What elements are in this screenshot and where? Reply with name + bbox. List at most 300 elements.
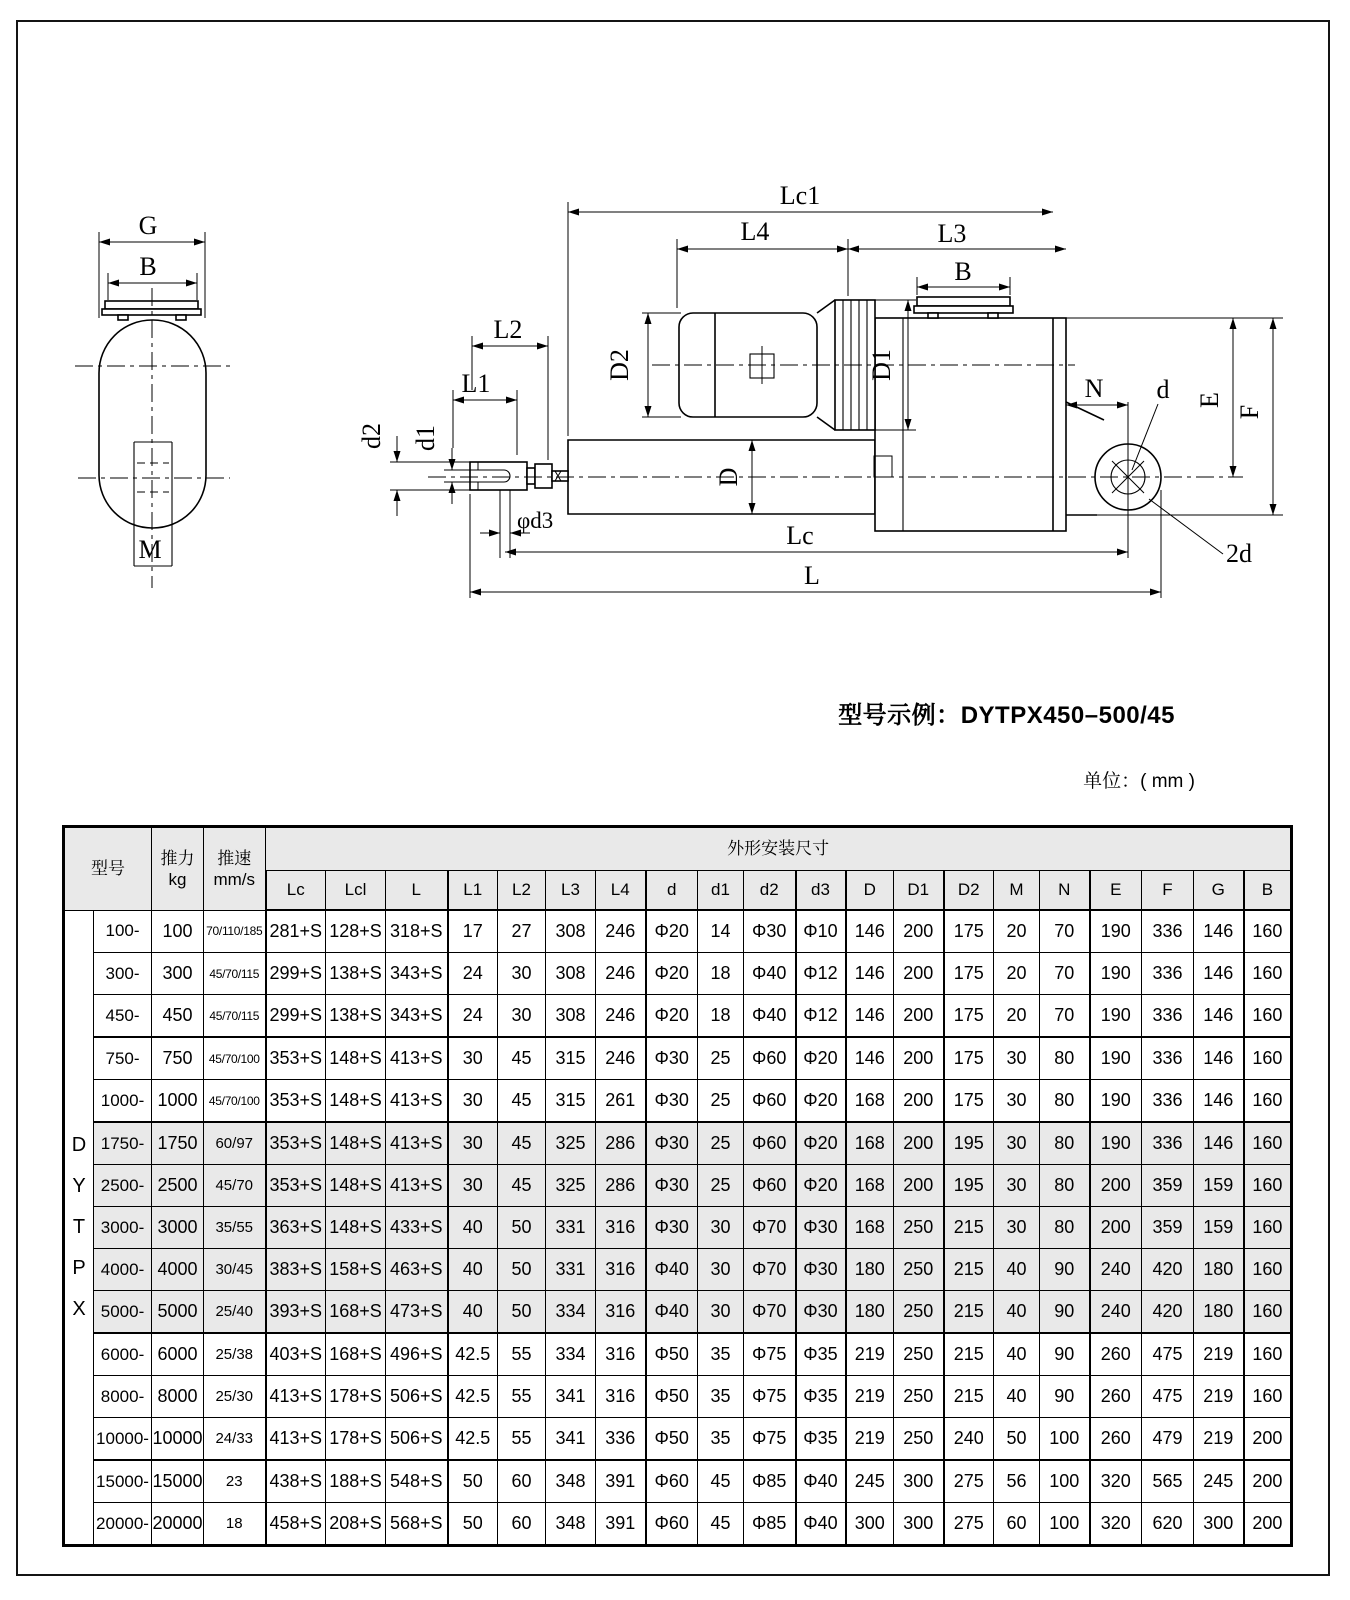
dim-cell-D2: 175	[944, 1037, 994, 1080]
dim-cell-Lcl: 168+S	[326, 1333, 386, 1376]
dim-cell-D1: 200	[894, 910, 944, 953]
dim-cell-D: 219	[846, 1418, 894, 1461]
dim-cell-Lcl: 148+S	[326, 1165, 386, 1207]
dim-cell-d1: 25	[698, 1037, 744, 1080]
dim-cell-M: 20	[994, 995, 1040, 1038]
dim-cell-B: 200	[1244, 1460, 1292, 1503]
thrust-cell: 4000	[152, 1249, 204, 1291]
model-cell: 15000-	[94, 1460, 152, 1503]
thrust-cell: 300	[152, 953, 204, 995]
dim-cell-D1: 200	[894, 1080, 944, 1123]
dim-cell-B: 160	[1244, 910, 1292, 953]
dim-cell-d: Φ30	[646, 1080, 698, 1123]
series-letter: T	[72, 1215, 86, 1238]
dim-cell-L4: 316	[596, 1249, 646, 1291]
dim-cell-L3: 308	[546, 953, 596, 995]
dim-cell-L: 343+S	[386, 995, 448, 1038]
dim-cell-d3: Φ10	[796, 910, 846, 953]
series-letter: Y	[72, 1174, 86, 1197]
dim-label-Lc: Lc	[786, 521, 814, 550]
dim-cell-D: 146	[846, 910, 894, 953]
dim-cell-D2: 215	[944, 1207, 994, 1249]
unit-label: 单位：	[1083, 771, 1141, 792]
dim-cell-F: 359	[1142, 1207, 1194, 1249]
speed-cell: 18	[204, 1503, 266, 1546]
dim-cell-E: 240	[1090, 1249, 1142, 1291]
dim-cell-L4: 316	[596, 1291, 646, 1334]
dim-cell-D1: 200	[894, 995, 944, 1038]
dim-cell-d: Φ30	[646, 1037, 698, 1080]
dim-cell-D: 146	[846, 1037, 894, 1080]
model-cell: 2500-	[94, 1165, 152, 1207]
dim-label-E: E	[1195, 392, 1224, 408]
col-header-speed	[204, 827, 266, 911]
top-plate-foot	[928, 313, 938, 318]
dim-cell-F: 336	[1142, 1037, 1194, 1080]
dim-cell-F: 336	[1142, 1122, 1194, 1165]
col-header-M: M	[994, 871, 1040, 911]
model-cell: 20000-	[94, 1503, 152, 1546]
dim-cell-L1: 24	[448, 995, 498, 1038]
dim-cell-d3: Φ30	[796, 1249, 846, 1291]
dim-cell-M: 20	[994, 910, 1040, 953]
table-row	[64, 953, 1292, 995]
dim-cell-d: Φ40	[646, 1249, 698, 1291]
gear-housing	[875, 318, 1066, 531]
dim-label-N: N	[1084, 374, 1104, 403]
dim-cell-B: 160	[1244, 1291, 1292, 1334]
dim-cell-Lc: 299+S	[266, 995, 326, 1038]
dim-cell-d: Φ30	[646, 1165, 698, 1207]
dim-cell-M: 30	[994, 1080, 1040, 1123]
dim-cell-L1: 50	[448, 1503, 498, 1546]
dim-cell-D: 300	[846, 1503, 894, 1546]
dim-cell-F: 475	[1142, 1376, 1194, 1418]
dim-cell-L: 568+S	[386, 1503, 448, 1546]
table-row	[64, 910, 1292, 953]
dim-cell-L2: 45	[498, 1037, 546, 1080]
dim-cell-B: 160	[1244, 1333, 1292, 1376]
dim-cell-L2: 50	[498, 1207, 546, 1249]
col-header-d2: d2	[744, 871, 796, 911]
dim-cell-M: 30	[994, 1122, 1040, 1165]
dim-label-G: G	[138, 211, 158, 240]
dim-cell-D1: 200	[894, 1165, 944, 1207]
dim-cell-d3: Φ12	[796, 995, 846, 1038]
dim-cell-d2: Φ85	[744, 1460, 796, 1503]
dim-cell-L4: 246	[596, 995, 646, 1038]
series-letters-cell	[64, 910, 94, 1546]
thrust-cell: 10000	[152, 1418, 204, 1461]
table-row	[64, 1291, 1292, 1334]
dim-cell-F: 420	[1142, 1249, 1194, 1291]
dim-cell-L4: 391	[596, 1503, 646, 1546]
dim-cell-G: 146	[1194, 1037, 1244, 1080]
dim-cell-L1: 30	[448, 1037, 498, 1080]
dim-cell-L2: 45	[498, 1080, 546, 1123]
thrust-cell: 450	[152, 995, 204, 1038]
dim-cell-G: 219	[1194, 1333, 1244, 1376]
dim-cell-Lc: 413+S	[266, 1376, 326, 1418]
table-row	[64, 1376, 1292, 1418]
dim-cell-L1: 30	[448, 1122, 498, 1165]
dim-cell-d3: Φ20	[796, 1165, 846, 1207]
dim-cell-G: 146	[1194, 953, 1244, 995]
col-header-Lc: Lc	[266, 871, 326, 911]
dim-cell-D2: 175	[944, 1080, 994, 1123]
dim-cell-d3: Φ40	[796, 1460, 846, 1503]
dim-cell-Lcl: 148+S	[326, 1207, 386, 1249]
dim-cell-B: 160	[1244, 1207, 1292, 1249]
dim-cell-L3: 325	[546, 1122, 596, 1165]
dim-label-B-end: B	[139, 252, 157, 281]
dim-cell-L2: 27	[498, 910, 546, 953]
dim-cell-Lcl: 148+S	[326, 1080, 386, 1123]
dim-cell-N: 90	[1040, 1376, 1090, 1418]
dim-cell-L3: 308	[546, 910, 596, 953]
col-header-d: d	[646, 871, 698, 911]
dim-cell-D2: 215	[944, 1376, 994, 1418]
dim-cell-L1: 50	[448, 1460, 498, 1503]
dim-cell-N: 100	[1040, 1460, 1090, 1503]
dim-cell-d3: Φ20	[796, 1080, 846, 1123]
model-cell: 300-	[94, 953, 152, 995]
dim-cell-d3: Φ12	[796, 953, 846, 995]
dim-cell-E: 200	[1090, 1165, 1142, 1207]
dim-cell-Lc: 353+S	[266, 1122, 326, 1165]
thrust-cell: 8000	[152, 1376, 204, 1418]
model-cell: 6000-	[94, 1333, 152, 1376]
end-view-plate-foot	[118, 315, 128, 320]
dim-cell-D: 180	[846, 1249, 894, 1291]
dim-cell-E: 260	[1090, 1376, 1142, 1418]
dim-cell-d: Φ30	[646, 1207, 698, 1249]
spec-table-container	[62, 825, 1293, 1547]
dim-cell-M: 40	[994, 1291, 1040, 1334]
dim-cell-L3: 334	[546, 1333, 596, 1376]
dim-cell-E: 190	[1090, 953, 1142, 995]
dim-cell-d3: Φ20	[796, 1037, 846, 1080]
dim-cell-L3: 348	[546, 1503, 596, 1546]
dim-cell-Lc: 281+S	[266, 910, 326, 953]
speed-cell: 24/33	[204, 1418, 266, 1461]
dim-cell-M: 30	[994, 1037, 1040, 1080]
dim-cell-Lc: 363+S	[266, 1207, 326, 1249]
dim-cell-M: 50	[994, 1418, 1040, 1461]
dim-cell-N: 80	[1040, 1080, 1090, 1123]
top-plate-base	[914, 306, 1013, 313]
col-header-L2: L2	[498, 871, 546, 911]
dim-cell-L: 506+S	[386, 1418, 448, 1461]
dim-cell-D2: 215	[944, 1333, 994, 1376]
dim-cell-N: 80	[1040, 1207, 1090, 1249]
dim-cell-F: 336	[1142, 910, 1194, 953]
dim-cell-d1: 14	[698, 910, 744, 953]
dim-cell-B: 160	[1244, 1037, 1292, 1080]
thrust-cell: 6000	[152, 1333, 204, 1376]
dim-cell-D2: 275	[944, 1503, 994, 1546]
dim-cell-D2: 275	[944, 1460, 994, 1503]
dim-cell-L4: 246	[596, 1037, 646, 1080]
dim-cell-d1: 35	[698, 1333, 744, 1376]
dim-cell-L3: 315	[546, 1080, 596, 1123]
dim-cell-L4: 336	[596, 1418, 646, 1461]
dim-cell-D: 219	[846, 1333, 894, 1376]
dim-cell-D: 168	[846, 1165, 894, 1207]
dim-cell-D: 180	[846, 1291, 894, 1334]
dim-cell-Lc: 438+S	[266, 1460, 326, 1503]
dim-cell-d: Φ20	[646, 995, 698, 1038]
dim-cell-d2: Φ75	[744, 1376, 796, 1418]
dim-cell-B: 160	[1244, 1249, 1292, 1291]
col-header-B: B	[1244, 871, 1292, 911]
dim-cell-M: 30	[994, 1165, 1040, 1207]
dim-cell-L1: 30	[448, 1080, 498, 1123]
rod-adapter	[535, 464, 552, 488]
col-header-d3: d3	[796, 871, 846, 911]
dim-cell-L1: 17	[448, 910, 498, 953]
dim-cell-d1: 25	[698, 1080, 744, 1123]
unit-value: ( mm )	[1140, 771, 1195, 792]
table-row	[64, 1165, 1292, 1207]
dim-cell-B: 200	[1244, 1503, 1292, 1546]
thrust-cell: 3000	[152, 1207, 204, 1249]
dim-cell-F: 479	[1142, 1418, 1194, 1461]
dim-cell-L1: 42.5	[448, 1333, 498, 1376]
dim-cell-d2: Φ60	[744, 1165, 796, 1207]
table-row	[64, 1122, 1292, 1165]
dim-cell-L: 473+S	[386, 1291, 448, 1334]
thrust-cell: 750	[152, 1037, 204, 1080]
dim-cell-d3: Φ30	[796, 1207, 846, 1249]
dim-cell-G: 219	[1194, 1376, 1244, 1418]
dim-cell-B: 160	[1244, 1080, 1292, 1123]
dim-cell-d2: Φ70	[744, 1207, 796, 1249]
dim-cell-F: 336	[1142, 953, 1194, 995]
col-header-D: D	[846, 871, 894, 911]
dim-cell-E: 190	[1090, 1080, 1142, 1123]
dim-cell-D: 168	[846, 1122, 894, 1165]
dim-cell-B: 160	[1244, 995, 1292, 1038]
dim-cell-d2: Φ85	[744, 1503, 796, 1546]
dim-cell-d1: 18	[698, 953, 744, 995]
dim-cell-D2: 215	[944, 1291, 994, 1334]
dim-cell-D2: 175	[944, 910, 994, 953]
dim-cell-Lc: 299+S	[266, 953, 326, 995]
dim-cell-F: 359	[1142, 1165, 1194, 1207]
dim-cell-N: 70	[1040, 995, 1090, 1038]
model-cell: 1000-	[94, 1080, 152, 1123]
dim-cell-L1: 24	[448, 953, 498, 995]
dim-cell-B: 160	[1244, 953, 1292, 995]
col-header-model: 型号	[64, 827, 152, 911]
dim-cell-d1: 35	[698, 1376, 744, 1418]
dim-cell-d2: Φ70	[744, 1291, 796, 1334]
dim-cell-M: 20	[994, 953, 1040, 995]
thrust-cell: 20000	[152, 1503, 204, 1546]
dim-cell-M: 40	[994, 1249, 1040, 1291]
dim-cell-d: Φ20	[646, 910, 698, 953]
dim-cell-G: 146	[1194, 910, 1244, 953]
end-view	[75, 211, 235, 588]
speed-cell: 45/70	[204, 1165, 266, 1207]
dim-cell-D1: 200	[894, 1037, 944, 1080]
dim-cell-L: 433+S	[386, 1207, 448, 1249]
dim-cell-D2: 215	[944, 1249, 994, 1291]
dim-cell-D1: 300	[894, 1460, 944, 1503]
model-cell: 750-	[94, 1037, 152, 1080]
dim-cell-d2: Φ40	[744, 995, 796, 1038]
col-header-D1: D1	[894, 871, 944, 911]
dim-cell-D1: 250	[894, 1207, 944, 1249]
dim-cell-B: 160	[1244, 1165, 1292, 1207]
series-letter: X	[72, 1297, 86, 1320]
thrust-cell: 1750	[152, 1122, 204, 1165]
thrust-cell: 15000	[152, 1460, 204, 1503]
dim-cell-d: Φ50	[646, 1418, 698, 1461]
table-row	[64, 1080, 1292, 1123]
dim-cell-N: 80	[1040, 1165, 1090, 1207]
dim-cell-E: 240	[1090, 1291, 1142, 1334]
dim-cell-B: 160	[1244, 1376, 1292, 1418]
dim-cell-d1: 25	[698, 1165, 744, 1207]
dim-cell-N: 80	[1040, 1037, 1090, 1080]
dim-cell-D: 219	[846, 1376, 894, 1418]
dim-cell-L3: 331	[546, 1207, 596, 1249]
dim-cell-Lc: 413+S	[266, 1418, 326, 1461]
dim-cell-L: 318+S	[386, 910, 448, 953]
col-header-d1: d1	[698, 871, 744, 911]
series-letter: P	[72, 1256, 86, 1279]
speed-unit: mm/s	[213, 869, 256, 889]
dim-cell-L2: 30	[498, 995, 546, 1038]
dim-cell-E: 190	[1090, 995, 1142, 1038]
dim-cell-D: 245	[846, 1460, 894, 1503]
dim-label-L4: L4	[740, 217, 770, 246]
dim-cell-Lcl: 148+S	[326, 1122, 386, 1165]
dim-cell-d3: Φ20	[796, 1122, 846, 1165]
dim-cell-d1: 45	[698, 1503, 744, 1546]
dim-cell-N: 90	[1040, 1291, 1090, 1334]
table-row	[64, 1503, 1292, 1546]
dim-cell-B: 160	[1244, 1122, 1292, 1165]
dim-cell-G: 146	[1194, 995, 1244, 1038]
dim-cell-d: Φ50	[646, 1333, 698, 1376]
dim-cell-d: Φ60	[646, 1460, 698, 1503]
dim-cell-Lc: 353+S	[266, 1080, 326, 1123]
dim-cell-D1: 250	[894, 1418, 944, 1461]
dim-cell-D2: 175	[944, 995, 994, 1038]
unit-caption	[1083, 766, 1195, 793]
dim-cell-d2: Φ60	[744, 1037, 796, 1080]
col-header-dims-group: 外形安装尺寸	[266, 827, 1292, 871]
col-header-F: F	[1142, 871, 1194, 911]
dim-cell-L2: 30	[498, 953, 546, 995]
dim-cell-D: 168	[846, 1080, 894, 1123]
dim-cell-L1: 40	[448, 1249, 498, 1291]
dim-cell-F: 475	[1142, 1333, 1194, 1376]
dim-label-F: F	[1235, 404, 1264, 420]
dim-cell-L: 506+S	[386, 1376, 448, 1418]
dim-cell-E: 260	[1090, 1333, 1142, 1376]
model-example-value: DYTPX450–500/45	[960, 702, 1175, 729]
dim-cell-E: 190	[1090, 1122, 1142, 1165]
dim-cell-G: 300	[1194, 1503, 1244, 1546]
dim-cell-F: 336	[1142, 995, 1194, 1038]
dim-label-Lc1: Lc1	[779, 181, 821, 210]
speed-cell: 25/30	[204, 1376, 266, 1418]
speed-cell: 35/55	[204, 1207, 266, 1249]
model-cell: 4000-	[94, 1249, 152, 1291]
col-header-N: N	[1040, 871, 1090, 911]
front-clevis	[470, 462, 527, 490]
model-example-caption	[838, 695, 1175, 730]
dim-cell-G: 146	[1194, 1122, 1244, 1165]
dim-cell-L4: 316	[596, 1376, 646, 1418]
dim-cell-N: 90	[1040, 1333, 1090, 1376]
dim-cell-L: 463+S	[386, 1249, 448, 1291]
dim-cell-L1: 40	[448, 1207, 498, 1249]
speed-cell: 30/45	[204, 1249, 266, 1291]
dim-cell-G: 245	[1194, 1460, 1244, 1503]
dim-cell-D: 146	[846, 995, 894, 1038]
dim-cell-E: 320	[1090, 1503, 1142, 1546]
dim-label-L: L	[804, 561, 820, 590]
speed-cell: 25/38	[204, 1333, 266, 1376]
dim-cell-N: 70	[1040, 910, 1090, 953]
dim-cell-d: Φ30	[646, 1122, 698, 1165]
dim-cell-L4: 391	[596, 1460, 646, 1503]
speed-cell: 45/70/100	[204, 1080, 266, 1123]
dim-cell-B: 200	[1244, 1418, 1292, 1461]
dim-cell-L2: 55	[498, 1376, 546, 1418]
dim-cell-G: 180	[1194, 1249, 1244, 1291]
dim-label-B-top: B	[954, 257, 972, 286]
dim-cell-E: 260	[1090, 1418, 1142, 1461]
dim-label-d-eye: d	[1156, 375, 1170, 404]
dim-cell-L2: 55	[498, 1418, 546, 1461]
dim-label-M: M	[138, 535, 162, 564]
speed-cell: 23	[204, 1460, 266, 1503]
dim-cell-L2: 50	[498, 1249, 546, 1291]
dim-cell-L1: 40	[448, 1291, 498, 1334]
col-header-E: E	[1090, 871, 1142, 911]
series-letters	[65, 1125, 93, 1330]
dim-cell-D2: 240	[944, 1418, 994, 1461]
dim-cell-L: 413+S	[386, 1122, 448, 1165]
dim-cell-D1: 250	[894, 1376, 944, 1418]
model-cell: 3000-	[94, 1207, 152, 1249]
table-row	[64, 995, 1292, 1038]
dim-label-d2: d2	[357, 423, 386, 449]
dim-cell-L2: 55	[498, 1333, 546, 1376]
dim-label-D1: D1	[867, 349, 896, 381]
thrust-cell: 2500	[152, 1165, 204, 1207]
speed-label: 推速	[217, 848, 252, 868]
dim-cell-d2: Φ60	[744, 1122, 796, 1165]
speed-cell: 45/70/100	[204, 1037, 266, 1080]
dim-cell-G: 219	[1194, 1418, 1244, 1461]
table-row	[64, 1460, 1292, 1503]
dim-cell-d1: 18	[698, 995, 744, 1038]
dim-cell-d3: Φ35	[796, 1376, 846, 1418]
dim-cell-M: 56	[994, 1460, 1040, 1503]
dim-cell-d1: 25	[698, 1122, 744, 1165]
dim-cell-L3: 348	[546, 1460, 596, 1503]
dim-cell-Lc: 353+S	[266, 1037, 326, 1080]
dim-cell-L4: 286	[596, 1165, 646, 1207]
dim-cell-d1: 30	[698, 1249, 744, 1291]
